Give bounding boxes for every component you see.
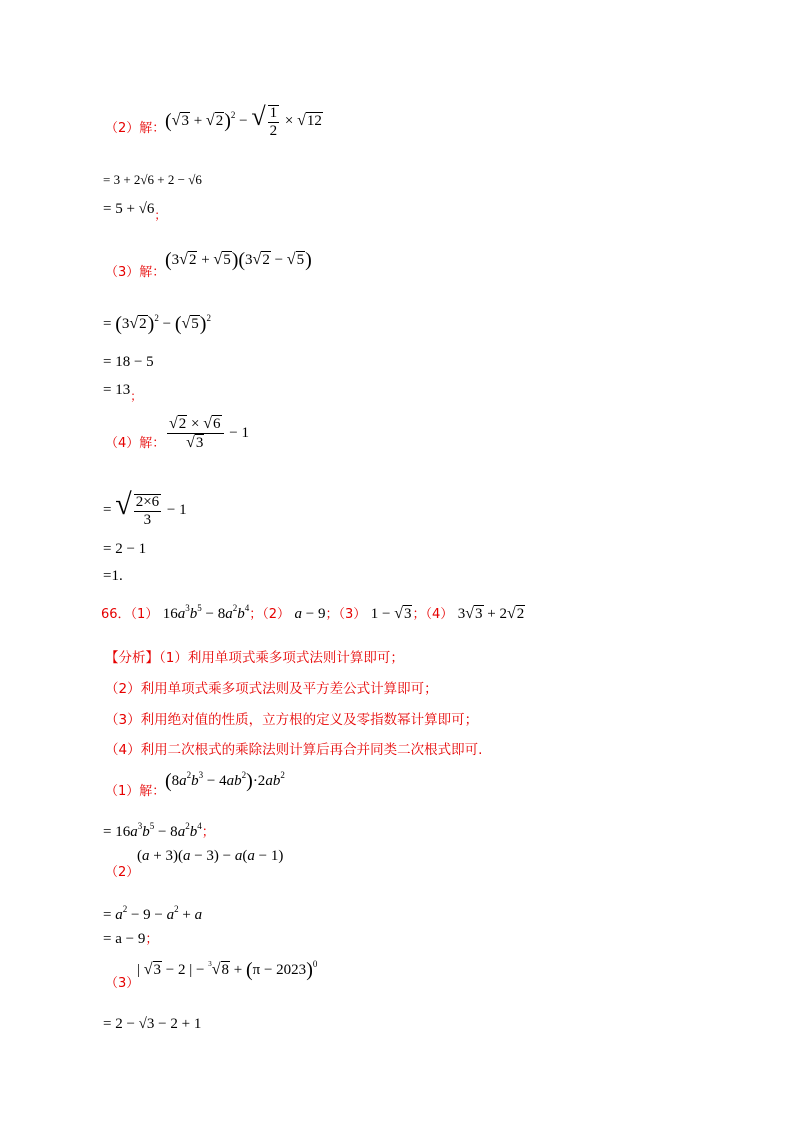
solution1-step1: = $16a^3b^5 - 8a^2b^4$； (103, 821, 215, 840)
part4-step3: =1. (103, 568, 123, 584)
solution3-expression: | √3 − 2 | − $^3√8 + (\pi - 2023)^0$ (137, 959, 318, 981)
part3-label: （3）解： (105, 265, 166, 280)
part2-step1: = 3 + 2√6 + 2 − √6 (103, 172, 202, 187)
part2-step2: = $5 + √6_;$ (103, 201, 167, 222)
solution1-expression: $(8a^2b^3 - 4ab^2)\cdot 2ab^2$ (165, 770, 285, 792)
analysis-title: 【分析】 (105, 650, 159, 666)
part3-step3: = $13_;$ (103, 382, 143, 403)
solution3-label: （3） (105, 976, 140, 991)
part2-expression: $(√3 + √2)^2$ − √ $\frac{1}{2}$ × √12 (165, 102, 322, 139)
part4-step1: = √ $\frac{2\times 6}{3}$ − 1 (103, 488, 187, 528)
solution2-step2: = a − 9； (103, 931, 159, 947)
part3-step2: = 18 − 5 (103, 354, 154, 370)
solution3-step1: = 2 − √3 − 2 + 1 (103, 1016, 202, 1032)
question-number: 66． (101, 607, 131, 622)
solution2-label: （2） (105, 865, 140, 880)
solution2-expression: (a + 3)(a − 3) − a(a − 1) (137, 848, 284, 864)
part4-step2: = 2 − 1 (103, 541, 147, 557)
analysis-line-4: （4）利用二次根式的乘除法则计算后再合并同类二次根式即可. (105, 742, 483, 758)
solution2-step1: = $a^2 - 9 - a^2 + a$ (103, 904, 203, 923)
question-66-answers: 66．（1） $16a^3b^5 - 8a^2b^4$；（2） a − 9；（3） 1 − √3；（4） 3√3 + 2√2 (101, 603, 525, 622)
part3-expression: (3√2 + √5)(3√2 − √5) (165, 249, 312, 271)
analysis-line-2: （2）利用单项式乘多项式法则及平方差公式计算即可； (105, 681, 438, 697)
part3-step1: = $(3√2)^2 - (√5)^2$ (103, 313, 211, 335)
solution1-label: （1）解： (105, 784, 166, 799)
part4-label: （4）解： (105, 436, 166, 451)
analysis-line-1: 【分析】（1）利用单项式乘多项式法则计算即可； (105, 650, 404, 666)
analysis-line-3: （3）利用绝对值的性质，立方根的定义及零指数幂计算即可； (105, 712, 479, 728)
part2-label: （2）解： (105, 121, 166, 136)
part4-expression: $\frac{√2 \times √6}{√3}$ − 1 (169, 415, 249, 451)
